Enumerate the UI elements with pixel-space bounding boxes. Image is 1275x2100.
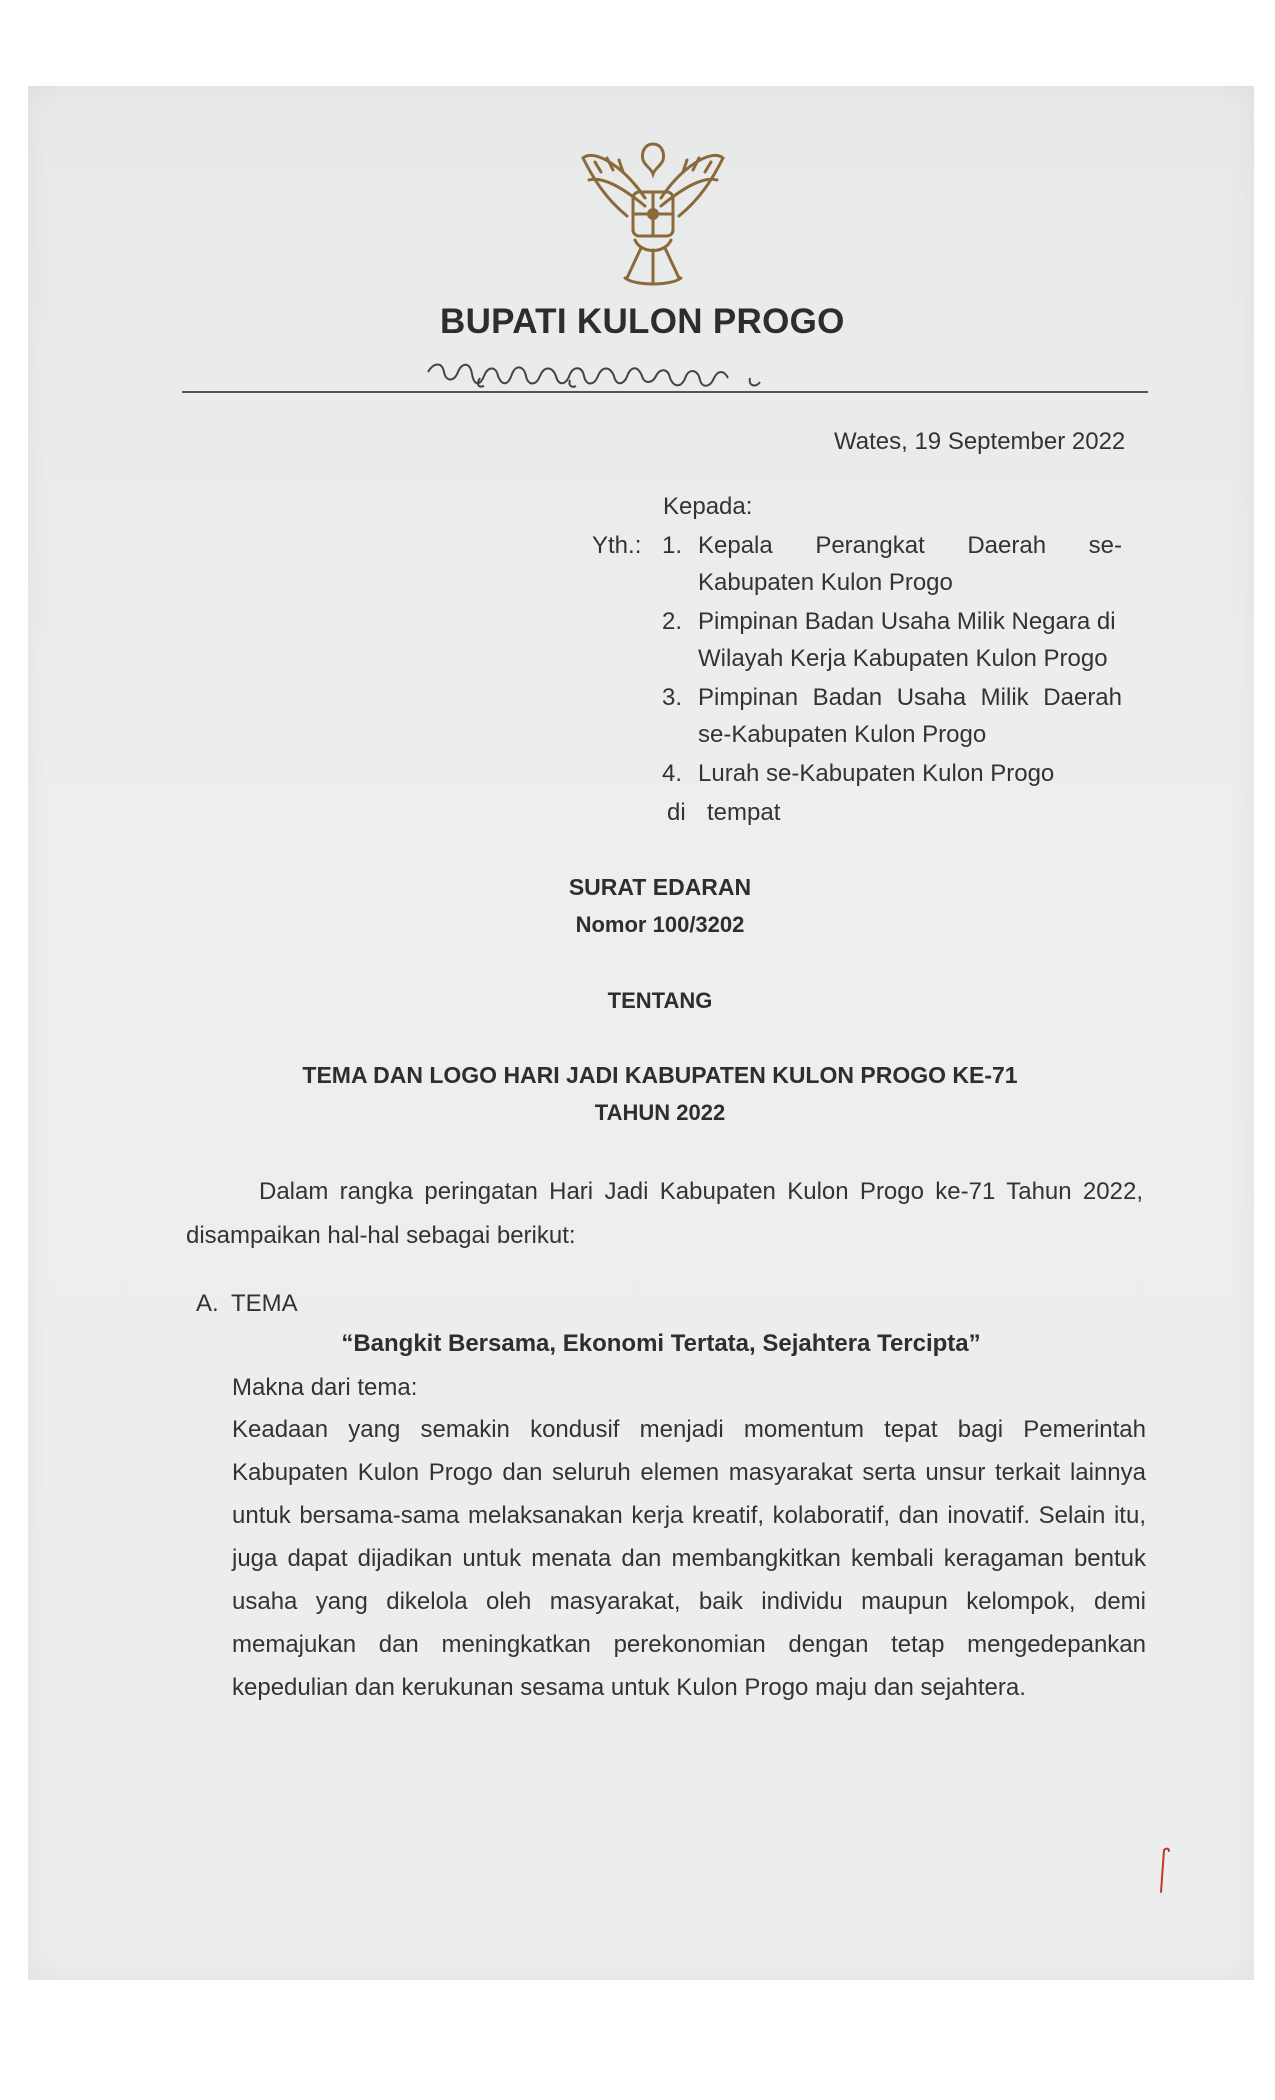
recipient-number: 4. <box>662 760 683 787</box>
recipient-number: 1. <box>662 532 683 559</box>
yth-label: Yth.: <box>592 532 642 559</box>
doc-type: SURAT EDARAN <box>568 874 752 900</box>
meaning-line: usaha yang dikelola oleh masyarakat, baik individu maupun kelompok, demi <box>232 1588 1146 1615</box>
meaning-line: juga dapat dijadikan untuk menata dan membangkitkan kembali keragaman bentuk <box>232 1545 1146 1572</box>
regent-title: BUPATI KULON PROGO <box>440 302 845 341</box>
doc-number: Nomor 100/3202 <box>575 912 745 937</box>
recipient-4-line1: Lurah se-Kabupaten Kulon Progo <box>698 760 1055 787</box>
recipient-1-line1 <box>698 532 1122 560</box>
recipient-number: 2. <box>662 608 683 635</box>
recipient-number: 3. <box>662 684 683 711</box>
recipient-1-word: Perangkat <box>815 532 925 559</box>
meaning-line: Keadaan yang semakin kondusif menjadi momentum tepat bagi Pemerintah <box>232 1416 1146 1443</box>
recipient-1-word: se- <box>1088 532 1122 559</box>
recipient-2-line1: Pimpinan Badan Usaha Milik Negara di <box>698 608 1116 635</box>
intro-line2: disampaikan hal-hal sebagai berikut: <box>186 1222 576 1249</box>
recipient-3-line2: se-Kabupaten Kulon Progo <box>698 721 987 748</box>
doc-subject-line1: TEMA DAN LOGO HARI JADI KABUPATEN KULON PROGO KE-71 <box>302 1062 1018 1088</box>
paraf-mark-icon <box>1158 1846 1170 1894</box>
meaning-line: kepedulian dan kerukunan sesama untuk Kulon Progo maju dan sejahtera. <box>232 1674 1026 1701</box>
theme-quote: “Bangkit Bersama, Ekonomi Tertata, Sejahtera Tercipta” <box>341 1330 981 1357</box>
intro-line1: Dalam rangka peringatan Hari Jadi Kabupaten Kulon Progo ke-71 Tahun 2022, <box>259 1178 1143 1205</box>
meaning-line: Kabupaten Kulon Progo dan seluruh elemen masyarakat serta unsur terkait lainnya <box>232 1459 1146 1486</box>
meaning-line: memajukan dan meningkatkan perekonomian dengan tetap mengedepankan <box>232 1631 1146 1658</box>
recipient-1-word: Kepala <box>698 532 773 559</box>
recipient-3-line1: Pimpinan Badan Usaha Milik Daerah <box>698 684 1122 711</box>
di-label: di <box>667 799 686 826</box>
to-label: Kepada: <box>663 493 753 520</box>
javanese-script-lettering <box>420 350 880 390</box>
doc-about: TENTANG <box>607 988 713 1013</box>
garuda-emblem-icon <box>575 128 731 296</box>
recipient-1-word: Daerah <box>967 532 1047 559</box>
recipient-1-line2: Kabupaten Kulon Progo <box>698 569 953 596</box>
section-a-letter: A. <box>196 1290 219 1317</box>
meaning-line: untuk bersama-sama melaksanakan kerja kreatif, kolaboratif, dan inovatif. Selain itu, <box>232 1502 1146 1529</box>
meaning-label: Makna dari tema: <box>232 1374 418 1401</box>
section-a-title: TEMA <box>231 1290 298 1317</box>
tempat-label: tempat <box>707 799 781 826</box>
doc-subject-line2: TAHUN 2022 <box>594 1100 726 1125</box>
header-divider <box>182 391 1148 393</box>
place-date: Wates, 19 September 2022 <box>834 428 1126 455</box>
recipient-2-line2: Wilayah Kerja Kabupaten Kulon Progo <box>698 645 1108 672</box>
